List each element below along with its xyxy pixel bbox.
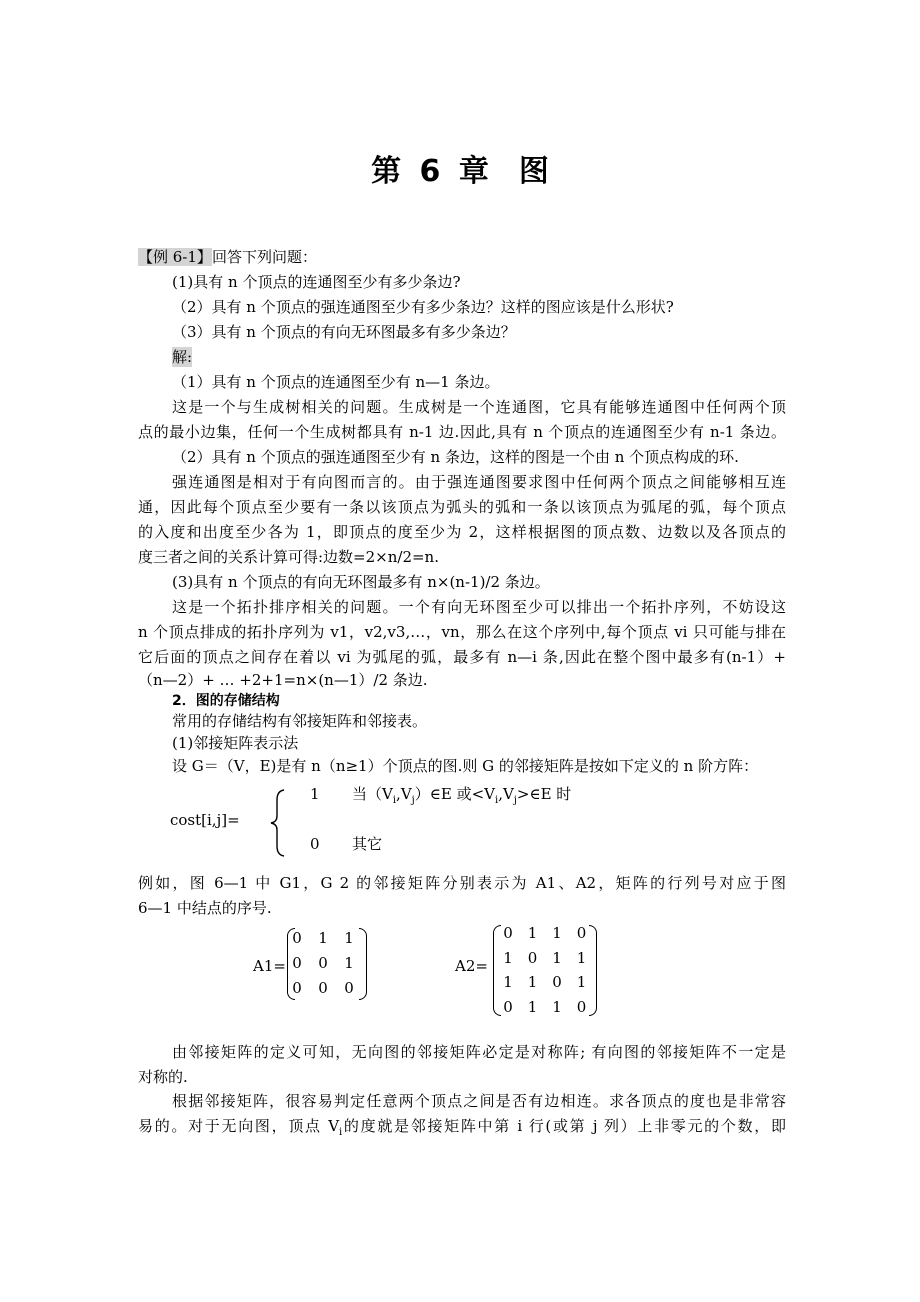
matrix-cell: 1 [527,924,538,942]
chapter-title: 第 6 章 图 [371,154,549,189]
paragraph-line: 对称的. [138,1068,188,1086]
matrix-cell: 0 [576,924,587,942]
matrix-cell: 1 [318,929,328,947]
matrix-cell: 0 [503,997,513,1016]
solution-label: 解: [172,348,193,366]
left-brace-icon [268,788,288,858]
paragraph-line: 根据邻接矩阵，很容易判定任意两个顶点之间是否有边相连。求各顶点的度也是非常容 [172,1092,786,1110]
paragraph-line: 强连通图是相对于有向图而言的。由于强连通图要求图中任何两个顶点之间能够相互连 [172,473,786,491]
paragraph-line: （n—2）+ … +2+1=n×(n—1）/2 条边. [138,671,428,689]
example-intro: 回答下列问题： [211,248,317,266]
question-2: （2）具有 n 个顶点的强连通图至少有多少条边？这样的图应该是什么形状? [172,298,674,316]
paragraph-line: 度三者之间的关系计算可得:边数=2×n/2=n. [138,548,439,566]
matrix-cell: 0 [552,973,562,991]
matrix-bracket [589,925,597,1016]
matrix-cell: 0 [292,979,302,997]
question-1: (1)具有 n 个顶点的连通图至少有多少条边? [172,273,461,291]
case-condition-1: 当$(V_i,V_j)\in E$ 或$<V_i,V_j>\in E$ 时 [352,785,572,806]
matrix-a2-label: A2= [455,957,488,975]
matrix-cell: 1 [344,954,354,972]
paragraph-line: 易的。对于无向图，顶点 $V_i$的度就是邻接矩阵中第 i 行(或第 j 列）上非零元的个数，即 [138,1117,786,1138]
cost-label: cost[i,j]= [170,811,240,829]
paragraph-line: 例如，图 6—1 中 G1，G 2 的邻接矩阵分别表示为 A1、A2，矩阵的行列号对应于图 [138,874,786,892]
case-value-0: 0 [310,835,320,853]
matrix-cell: 0 [344,979,354,997]
matrix-cell: 0 [292,929,302,947]
section-intro: 常用的存储结构有邻接矩阵和邻接表。 [172,712,428,730]
definition-text: 设 G＝（V，E)是有 n（n≥1）个顶点的图.则 G 的邻接矩阵是按如下定义的 n 阶方阵： [172,757,759,775]
matrix-cell: 0 [576,997,587,1016]
section-heading: 2．图的存储结构 [172,693,280,709]
paragraph-line: 点的最小边集，任何一个生成树都具有 n-1 边.因此,具有 n 个顶点的连通图至少有 n-1 条边。 [138,423,786,441]
matrix-cell: 1 [503,973,513,991]
paragraph-line: 这是一个与生成树相关的问题。生成树是一个连通图，它具有能够连通图中任何两个顶 [172,398,786,416]
example-heading [138,247,317,267]
paragraph-line: 6—1 中结点的序号. [138,899,272,917]
matrix-cell: 0 [318,954,328,972]
matrix-a1-label: A1= [253,957,286,975]
paragraph-line: 的入度和出度至少各为 1，即顶点的度至少为 2，这样根据图的顶点数、边数以及各顶点的 [138,523,786,541]
paragraph-line: 它后面的顶点之间存在着以 vi 为弧尾的弧，最多有 n—i 条,因此在整个图中最多有(n-1）+ [138,648,786,666]
matrix-cell: 0 [527,948,538,967]
paragraph-line: 由邻接矩阵的定义可知，无向图的邻接矩阵必定是对称阵; 有向图的邻接矩阵不一定是 [172,1043,786,1061]
answer-3: (3)具有 n 个顶点的有向无环图最多有 n×(n-1)/2 条边。 [172,573,550,591]
matrix-cell: 1 [552,997,562,1016]
paragraph-line: 这是一个拓扑排序相关的问题。一个有向无环图至少可以排出一个拓扑序列，不妨设这 [172,598,786,616]
matrix-cell: 1 [527,997,538,1016]
answer-1: （1）具有 n 个顶点的连通图至少有 n—1 条边。 [172,373,500,391]
case-value-1: 1 [310,785,320,803]
matrix-bracket [493,925,501,1016]
matrix-cell: 0 [292,954,302,972]
matrix-cell: 1 [576,973,587,991]
matrix-cell: 0 [503,924,513,942]
example-label: 【例 6-1】 [138,248,212,266]
question-3: （3）具有 n 个顶点的有向无环图最多有多少条边？ [172,323,516,341]
case-condition-0: 其它 [352,835,383,853]
matrix-cell: 0 [318,979,328,997]
matrix-cell: 1 [503,948,513,967]
subsection-heading: (1)邻接矩阵表示法 [172,734,299,752]
matrix-cell: 1 [527,973,538,991]
matrix-cell: 1 [344,929,354,947]
matrix-bracket [359,928,367,1000]
matrix-cell: 1 [552,924,562,942]
paragraph-line: 通，因此每个顶点至少要有一条以该顶点为弧头的弧和一条以该顶点为弧尾的弧，每个顶点 [138,498,786,516]
paragraph-line: n 个顶点排成的拓扑序列为 v1，v2,v3,…，vn，那么在这个序列中,每个顶点 vi 只可能与排在 [138,623,786,641]
matrix-cell: 1 [552,948,562,967]
answer-2: （2）具有 n 个顶点的强连通图至少有 n 条边，这样的图是一个由 n 个顶点构成的环. [172,448,739,466]
matrix-cell: 1 [576,948,587,967]
